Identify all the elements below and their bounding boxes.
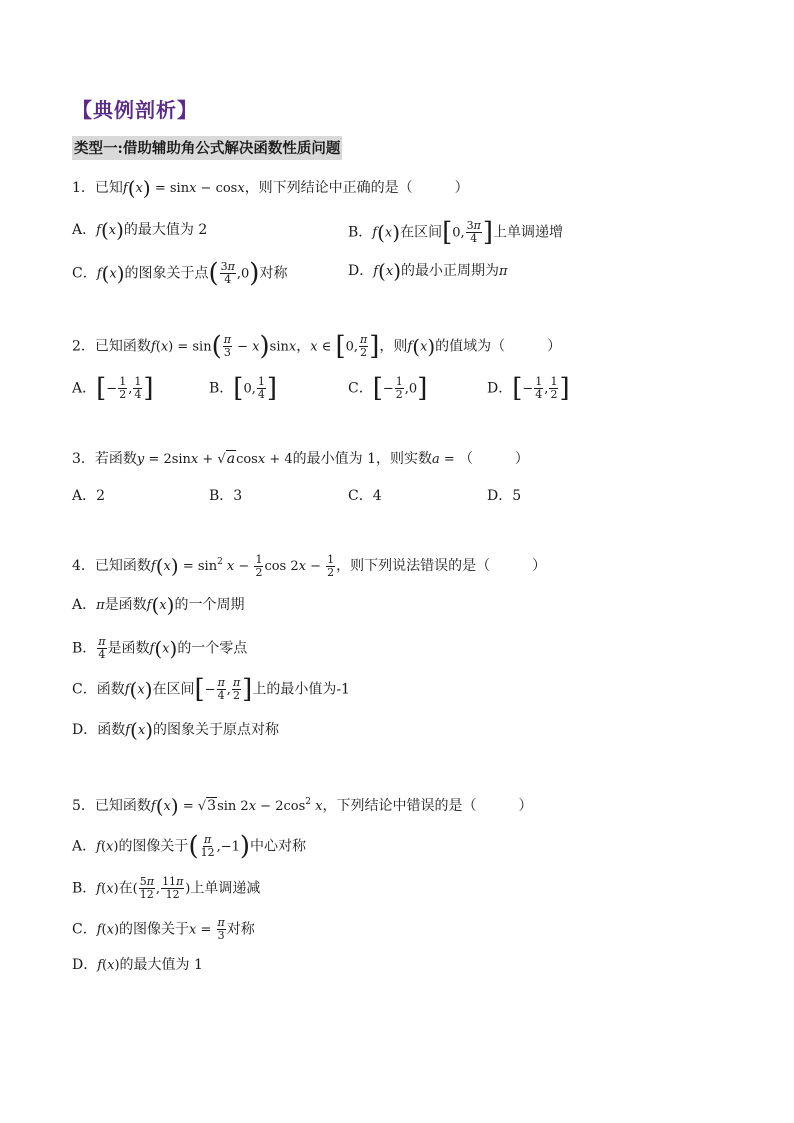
q3-option-d: D．5 [487, 488, 522, 504]
q3-stem: 3．若函数y = 2sinx + √acosx + 4的最小值为 1，则实数a = （ ） [72, 451, 529, 467]
q1-stem: 1．已知f(x) = sinx − cosx，则下列结论中正确的是（ ） [72, 176, 469, 200]
q4-option-a: A．π是函数f(x)的一个周期 [72, 593, 245, 617]
q2-option-b: B．[0, $\frac{1}{4}$ ] [209, 373, 278, 404]
q5-option-d: D．f(x)的最大值为 1 [72, 957, 203, 973]
q4-stem: 4．已知函数$f(x) = \sin^2 x$ − $\frac{1}{2}$ cos 2x − $\frac{1}{2}$ ，则下列说法错误的是（ ） [72, 552, 547, 579]
q4-option-b: B． $\frac{\pi}{4}$ 是函数f(x)的一个零点 [72, 635, 248, 661]
q2-option-a: A．[− $\frac{1}{2}$ , $\frac{1}{4}$ ] [72, 373, 154, 404]
section-title: 【典例剖析】 [72, 98, 198, 122]
q4-option-d: D．函数f(x)的图象关于原点对称 [72, 718, 280, 742]
q5-option-a: A．f(x)的图像关于( $\frac{\pi}{12}$ ,−1)中心对称 [72, 831, 307, 862]
q1-option-d: D．f(x)的最小正周期为π [348, 259, 508, 283]
q1-option-b: B．f(x)在区间[0, $\frac{3\pi}{4}$ ]上单调递增 [348, 217, 564, 248]
q3-option-a: A．2 [72, 488, 106, 504]
q1-option-a: A．f(x)的最大值为 2 [72, 218, 208, 242]
q3-option-c: C．4 [348, 488, 382, 504]
q2-option-c: C．[− $\frac{1}{2}$ ,0] [348, 373, 428, 404]
q2-option-d: D．[− $\frac{1}{4}$ , $\frac{1}{2}$ ] [487, 373, 570, 404]
q4-option-c: C．函数f(x)在区间[− $\frac{\pi}{4}$ , $\frac{\pi}{2}$ ]上的最小值为-1 [72, 674, 350, 705]
q5-stem: 5．已知函数f(x) = √3sin $2x - 2\cos^2$ x，下列结论中错误的是（ ） [72, 794, 533, 818]
q2-stem: 2．已知函数f(x) = sin( $\frac{\pi}{3}$ − x)sinx，x ∈ [0, $\frac{\pi}{2}$ ]，则f(x)的值域为（ ） [72, 331, 562, 362]
q1-option-c: C．f(x)的图象关于点( $\frac{3\pi}{4}$ ,0)对称 [72, 258, 288, 289]
q5-option-b: B．f(x)在( $\frac{5\pi}{12}$ , $\frac{11\pi}{12}$ )上单调递减 [72, 875, 261, 901]
q3-option-b: B．3 [209, 488, 243, 504]
type-title: 类型一:借助辅助角公式解决函数性质问题 [72, 136, 342, 160]
q5-option-c: C．f(x)的图像关于x = $\frac{\pi}{3}$ 对称 [72, 916, 255, 942]
